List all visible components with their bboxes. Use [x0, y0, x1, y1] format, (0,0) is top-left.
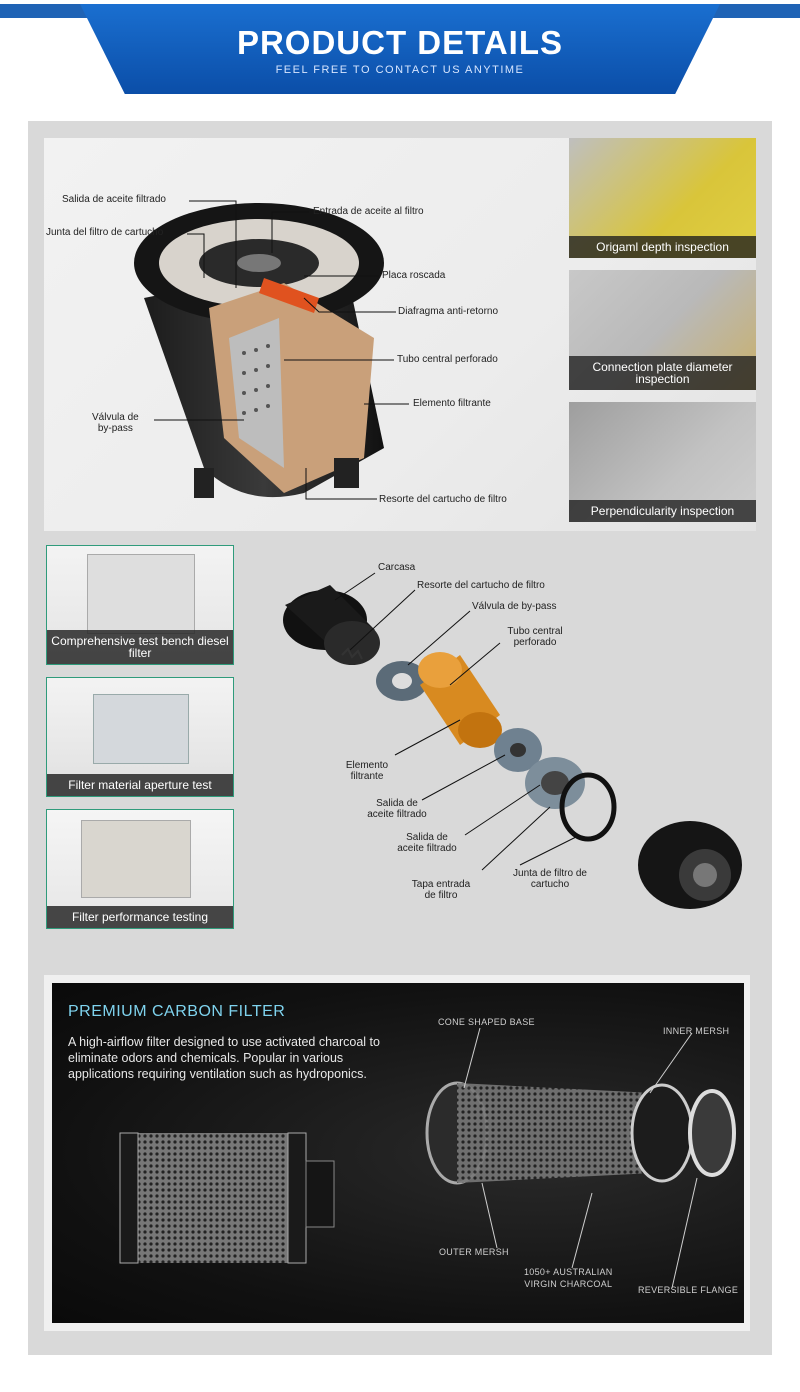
inspection-photo-depth: [569, 138, 756, 258]
label-tapa: Tapa entrada de filtro: [411, 879, 471, 901]
page-subtitle: FEEL FREE TO CONTACT US ANYTIME: [275, 64, 525, 76]
test-photo-aperture: [46, 677, 234, 797]
carbon-label-outer: OUTER MERSH: [439, 1247, 509, 1257]
label-salida-2b: Salida de aceite filtrado: [397, 832, 457, 854]
carbon-description: A high-airflow filter designed to use activated charcoal to eliminate odors and chemicals. Popular in various applications requiring ventilation such as hydroponics.: [68, 1035, 380, 1081]
carbon-title: PREMIUM CARBON FILTER: [68, 1003, 286, 1020]
label-carcasa: Carcasa: [378, 562, 416, 573]
label-placa-roscada: Placa roscada: [382, 270, 446, 281]
inspection-photo-diameter: [569, 270, 756, 390]
label-elemento: Elemento filtrante: [413, 398, 491, 409]
label-diafragma: Diafragma anti-retorno: [398, 306, 499, 317]
label-tubo-2: Tubo central perforado: [507, 626, 563, 648]
test-caption: Filter material aperture test: [47, 774, 233, 796]
label-valvula-2: Válvula de by-pass: [472, 601, 557, 612]
page-title: PRODUCT DETAILS: [236, 24, 564, 61]
label-junta-filtro: Junta del filtro de cartucho: [46, 227, 164, 238]
inspection-caption: Origaml depth inspection: [569, 236, 756, 258]
carbon-label-flange: REVERSIBLE FLANGE: [638, 1285, 739, 1295]
test-caption: Filter performance testing: [47, 906, 233, 928]
carbon-label-cone: CONE SHAPED BASE: [438, 1017, 535, 1027]
carbon-label-inner: INNER MERSH: [663, 1026, 730, 1036]
label-elemento-2: Elemento filtrante: [345, 760, 389, 782]
label-salida-2a: Salida de aceite filtrado: [367, 798, 427, 820]
inspection-caption: Connection plate diameter inspection: [569, 356, 756, 390]
inspection-caption: Perpendicularity inspection: [569, 500, 756, 522]
label-valvula: Válvula de by-pass: [92, 412, 139, 434]
test-photo-performance: [46, 809, 234, 929]
label-resorte: Resorte del cartucho de filtro: [379, 494, 507, 505]
carbon-filter-image: [52, 983, 744, 1323]
label-junta-2: Junta de filtro de cartucho: [513, 868, 587, 890]
label-salida-aceite: Salida de aceite filtrado: [62, 194, 166, 205]
cutaway-leader-lines: [44, 138, 564, 531]
inspection-photo-perpendicularity: [569, 402, 756, 522]
label-tubo-central: Tubo central perforado: [397, 354, 498, 365]
label-resorte-2: Resorte del cartucho de filtro: [417, 580, 545, 591]
test-caption: Comprehensive test bench diesel filter: [47, 630, 233, 664]
carbon-label-charcoal: 1050+ AUSTRALIAN VIRGIN CHARCOAL: [524, 1267, 613, 1289]
test-photo-bench: [46, 545, 234, 665]
label-entrada-aceite: Entrada de aceite al filtro: [313, 206, 424, 217]
